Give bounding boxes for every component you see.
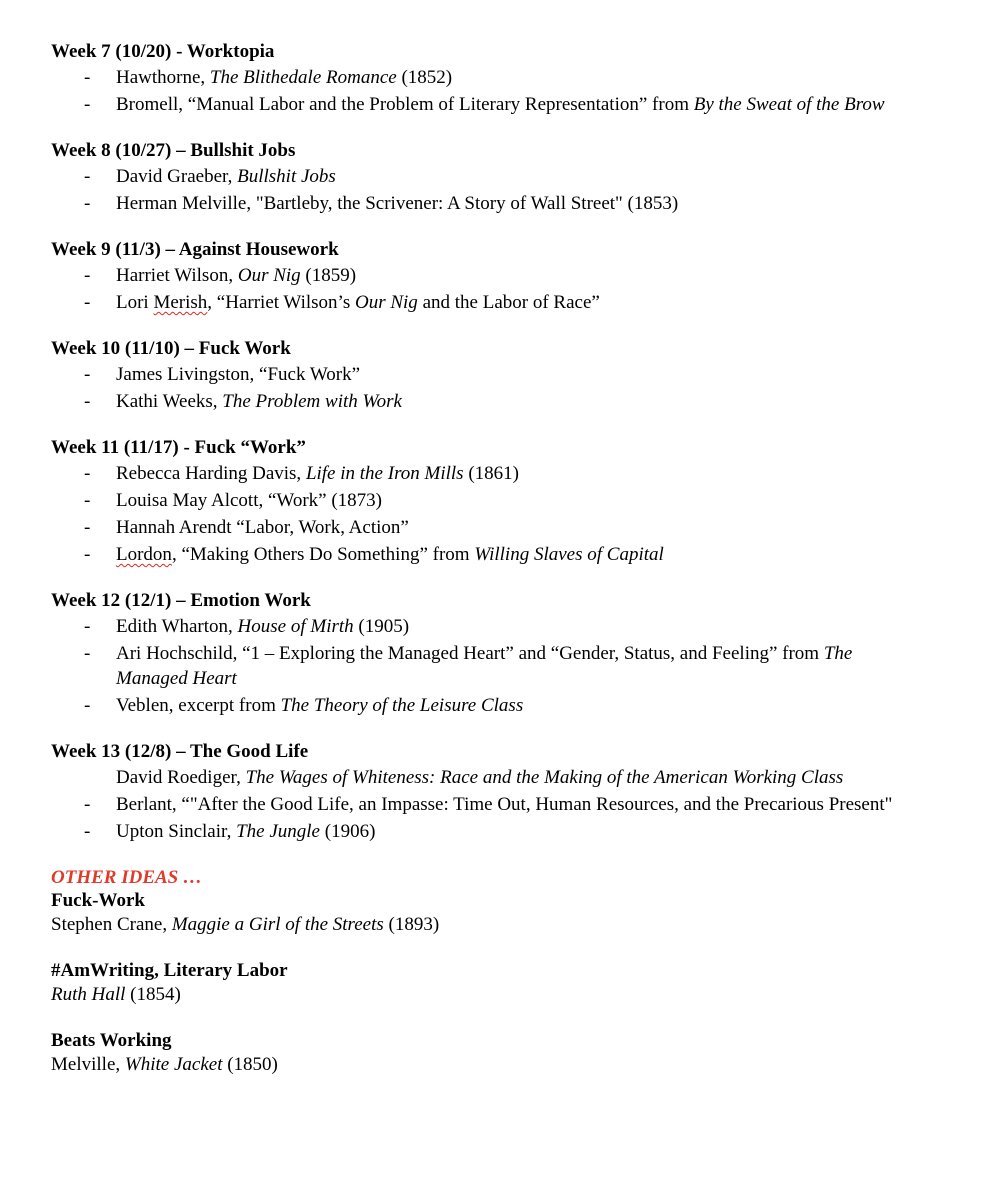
spellcheck-flagged-word: Merish (153, 292, 208, 313)
text-run: Kathi Weeks, (116, 391, 223, 412)
idea-section (51, 889, 951, 937)
week-heading: Week 9 (11/3) – Against Housework (51, 239, 339, 260)
list-dash: - (84, 292, 91, 313)
reading-item (51, 819, 951, 844)
text-run: (1905) (353, 616, 410, 637)
reading-list (51, 362, 951, 414)
reading-item (51, 191, 951, 216)
list-dash: - (84, 490, 91, 511)
text-run: Ari Hochschild, “1 – Exploring the Managed Heart” and “Gender, Status, and Feeling” from (116, 643, 824, 664)
text-run: , “Harriet Wilson’s (207, 292, 355, 313)
text-run: Edith Wharton, (116, 616, 238, 637)
reading-list (51, 765, 951, 844)
reading-item (51, 542, 951, 567)
week-section (51, 139, 951, 216)
text-run: (1861) (463, 463, 519, 484)
text-run: , “Making Others Do Something” from (171, 544, 475, 565)
italic-title: Bullshit Jobs (237, 166, 336, 187)
week-heading: Week 12 (12/1) – Emotion Work (51, 590, 311, 611)
list-dash: - (84, 616, 91, 637)
reading-text (116, 765, 951, 790)
italic-title: Willing Slaves of Capital (474, 544, 664, 565)
syllabus-page (51, 40, 951, 1099)
text-run: and the Labor of Race” (417, 292, 600, 313)
text-run: Harriet Wilson, (116, 265, 238, 286)
reading-item (51, 693, 951, 718)
italic-title: Maggie a Girl of the Streets (171, 914, 384, 935)
text-run: (1850) (222, 1054, 278, 1075)
text-run: Stephen Crane, (51, 914, 172, 935)
reading-item (51, 92, 951, 117)
reading-text (116, 362, 951, 387)
text-run: (1893) (383, 914, 440, 935)
list-dash: - (84, 391, 91, 412)
text-run: Herman Melville, "Bartleby, the Scrivener: A Story of Wall Street" (1853) (116, 193, 679, 214)
reading-item (51, 515, 951, 540)
text-run: Louisa May Alcott, “Work” (1873) (116, 490, 382, 511)
text-run: David Roediger, (116, 767, 246, 788)
italic-title: White Jacket (124, 1054, 223, 1075)
idea-section (51, 1029, 951, 1077)
reading-list (51, 65, 951, 117)
list-dash: - (84, 794, 91, 815)
reading-list (51, 461, 951, 567)
other-ideas-title: OTHER IDEAS … (51, 867, 202, 888)
week-heading: Week 10 (11/10) – Fuck Work (51, 338, 291, 359)
reading-item (51, 488, 951, 513)
reading-text (116, 641, 951, 691)
text-run: Lori (116, 292, 154, 313)
reading-item (51, 461, 951, 486)
text-run: Bromell, “Manual Labor and the Problem of Literary Representation” from (116, 94, 694, 115)
reading-item (51, 389, 951, 414)
list-dash: - (84, 94, 91, 115)
list-dash: - (84, 517, 91, 538)
list-dash: - (84, 463, 91, 484)
reading-text (116, 614, 951, 639)
list-dash: - (84, 67, 91, 88)
idea-text (51, 982, 951, 1007)
italic-title: Ruth Hall (51, 984, 126, 1005)
idea-section (51, 959, 951, 1007)
text-run: Berlant, “"After the Good Life, an Impasse: Time Out, Human Resources, and the Precarious Present" (116, 794, 893, 815)
list-dash: - (84, 643, 91, 664)
text-run: (1852) (396, 67, 453, 88)
week-section (51, 740, 951, 844)
list-dash: - (84, 364, 91, 385)
reading-text (116, 290, 951, 315)
week-section (51, 436, 951, 567)
idea-text (51, 1052, 951, 1077)
reading-text (116, 461, 951, 486)
reading-text (116, 488, 951, 513)
text-run: Upton Sinclair, (116, 821, 237, 842)
week-section (51, 337, 951, 414)
reading-text (116, 389, 951, 414)
reading-text (116, 792, 951, 817)
text-run: (1906) (320, 821, 376, 842)
text-run: Veblen, excerpt from (116, 695, 281, 716)
spellcheck-flagged-word: Lordon (116, 544, 172, 565)
idea-heading: #AmWriting, Literary Labor (51, 960, 288, 981)
reading-item (51, 263, 951, 288)
idea-text (51, 912, 951, 937)
text-run: Hawthorne, (116, 67, 210, 88)
reading-text (116, 819, 951, 844)
reading-text (116, 65, 951, 90)
italic-title: Our Nig (237, 265, 301, 286)
text-run: James Livingston, “Fuck Work” (116, 364, 361, 385)
list-dash: - (84, 544, 91, 565)
reading-text (116, 191, 951, 216)
italic-title: The Wages of Whiteness: Race and the Making of the American Working Class (245, 767, 844, 788)
list-dash: - (84, 166, 91, 187)
italic-title: By the Sweat of the Brow (693, 94, 885, 115)
reading-text (116, 164, 951, 189)
reading-item (51, 290, 951, 315)
reading-item (51, 792, 951, 817)
text-run: Hannah Arendt “Labor, Work, Action” (116, 517, 409, 538)
reading-text (116, 263, 951, 288)
week-heading: Week 7 (10/20) - Worktopia (51, 41, 275, 62)
italic-title: Life in the Iron Mills (305, 463, 464, 484)
text-run: (1859) (300, 265, 357, 286)
week-section (51, 40, 951, 117)
reading-item (51, 164, 951, 189)
list-dash: - (84, 265, 91, 286)
week-section (51, 238, 951, 315)
italic-title: House of Mirth (237, 616, 354, 637)
italic-title: The Theory of the Leisure Class (280, 695, 524, 716)
reading-text (116, 515, 951, 540)
list-dash: - (84, 821, 91, 842)
text-run: Rebecca Harding Davis, (116, 463, 306, 484)
idea-heading: Beats Working (51, 1030, 172, 1051)
reading-item (51, 65, 951, 90)
reading-item (51, 614, 951, 639)
weeks-list (51, 40, 951, 844)
text-run: Melville, (51, 1054, 125, 1075)
text-run: David Graeber, (116, 166, 238, 187)
reading-text (116, 693, 951, 718)
reading-item (51, 765, 951, 790)
other-ideas-list (51, 889, 951, 1077)
reading-list (51, 614, 951, 718)
reading-text (116, 542, 951, 567)
italic-title: The Blithedale Romance (209, 67, 397, 88)
reading-item (51, 362, 951, 387)
italic-title: The Jungle (236, 821, 320, 842)
italic-title: Our Nig (354, 292, 418, 313)
idea-heading: Fuck-Work (51, 890, 145, 911)
week-heading: Week 11 (11/17) - Fuck “Work” (51, 437, 306, 458)
text-run: (1854) (125, 984, 181, 1005)
week-heading: Week 8 (10/27) – Bullshit Jobs (51, 140, 296, 161)
list-dash: - (84, 193, 91, 214)
week-section (51, 589, 951, 718)
reading-list (51, 263, 951, 315)
italic-title: The Managed Heart (116, 643, 853, 689)
reading-item (51, 641, 951, 691)
italic-title: The Problem with Work (222, 391, 402, 412)
reading-text (116, 92, 951, 117)
week-heading: Week 13 (12/8) – The Good Life (51, 741, 309, 762)
reading-list (51, 164, 951, 216)
list-dash: - (84, 695, 91, 716)
